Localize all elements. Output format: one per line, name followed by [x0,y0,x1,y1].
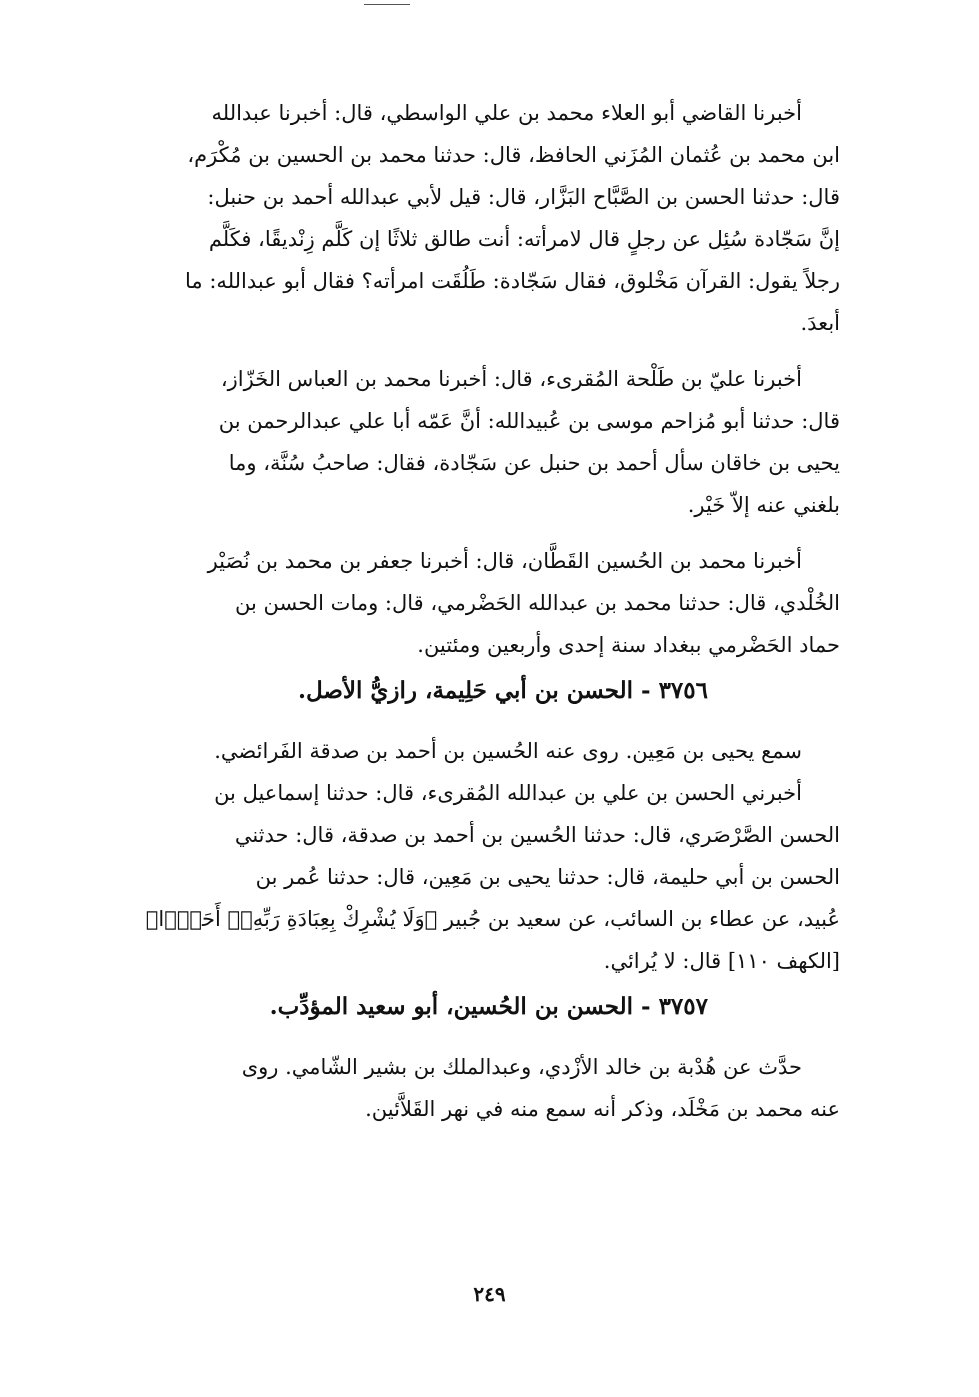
text-line: أخبرنا عليّ بن طَلْحة المُقرىء، قال: أخبرنا محمد بن العباس الخَزّاز، [220,367,802,391]
text-line: الحسن بن أبي حليمة، قال: حدثنا يحيى بن مَعِين، قال: حدثنا عُمر بن [255,865,840,889]
text-line: سمع يحيى بن مَعِين. روى عنه الحُسين بن أحمد بن صدقة الفَرائضي. [214,739,802,763]
text-line: عنه محمد بن مَخْلَد، وذكر أنه سمع منه في نهر القَلاَّئين. [365,1097,840,1121]
text-line: ابن محمد بن عُثمان المُزَني الحافظ، قال: حدثنا محمد بن الحسين بن مُكْرَم، [187,143,840,167]
text-line: أبعدَ. [800,311,840,335]
text-line: حماد الحَضْرمي ببغداد سنة إحدى وأربعين ومئتين. [417,633,840,657]
entry-3756-body [110,730,840,982]
paragraph-2 [110,358,840,526]
text-line: رجلاً يقول: القرآن مَخْلوق، فقال سَجّادة: طَلُقَت امرأته؟ فقال أبو عبدالله: ما [185,269,840,293]
text-line: قال: حدثنا أبو مُزاحم موسى بن عُبيدالله: أنَّ عَمّه أبا علي عبدالرحمن بن [218,409,840,433]
text-line: الخُلْدي، قال: حدثنا محمد بن عبدالله الحَضْرمي، قال: ومات الحسن بن [234,591,840,615]
quran-verse-line: عُبيد، عن عطاء بن السائب، عن سعيد بن جُبير ﴿وَلَا يُشْرِكْ بِعِبَادَةِ رَبِّهِۦٓ أَحَدًۢا﴾ [145,907,840,931]
text-line: يحيى بن خاقان سأل أحمد بن حنبل عن سَجّادة، فقال: صاحبُ سُنَّة، وما [228,451,840,475]
entry-3757-body [110,1046,840,1130]
text-line: قال: حدثنا الحسن بن الصَّبَّاح البَزَّار، قال: قيل لأبي عبدالله أحمد بن حنبل: [207,185,840,209]
text-line: أخبرنا القاضي أبو العلاء محمد بن علي الواسطي، قال: أخبرنا عبدالله [211,101,802,125]
text-line: بلغني عنه إلاّ خَيْر. [687,493,840,517]
paragraph-3 [110,540,840,666]
text-line: أخبرنا محمد بن الحُسين القَطَّان، قال: أخبرنا جعفر بن محمد بن نُصَيْر [207,549,802,573]
page-number: ٢٤٩ [473,1282,506,1306]
top-rule [364,4,410,5]
text-line: حدَّث عن هُدْبة بن خالد الأزْدي، وعبدالملك بن بشير الشّامي. روى [241,1055,802,1079]
text-line: إنَّ سَجّادة سُئِل عن رجلٍ قال لامرأته: أنت طالق ثلاثًا إن كَلَّم زِنْديقًا، فكَلَّم [208,227,840,251]
text-line: الحسن الصَّرْصَري، قال: حدثنا الحُسين بن أحمد بن صدقة، قال: حدثني [234,823,840,847]
text-line: أخبرني الحسن بن علي بن عبدالله المُقرىء، قال: حدثنا إسماعيل بن [214,781,802,805]
text-line: [الكهف ١١٠] قال: لا يُرائي. [603,949,840,973]
entry-heading-3757: ٣٧٥٧ - الحسن بن الحُسين، أبو سعيد المؤدِّب. [269,993,708,1020]
entry-heading-3756: ٣٧٥٦ - الحسن بن أبي حَلِيمة، رازيُّ الأصل. [297,677,708,704]
page-body [110,92,840,1130]
paragraph-1 [110,92,840,344]
